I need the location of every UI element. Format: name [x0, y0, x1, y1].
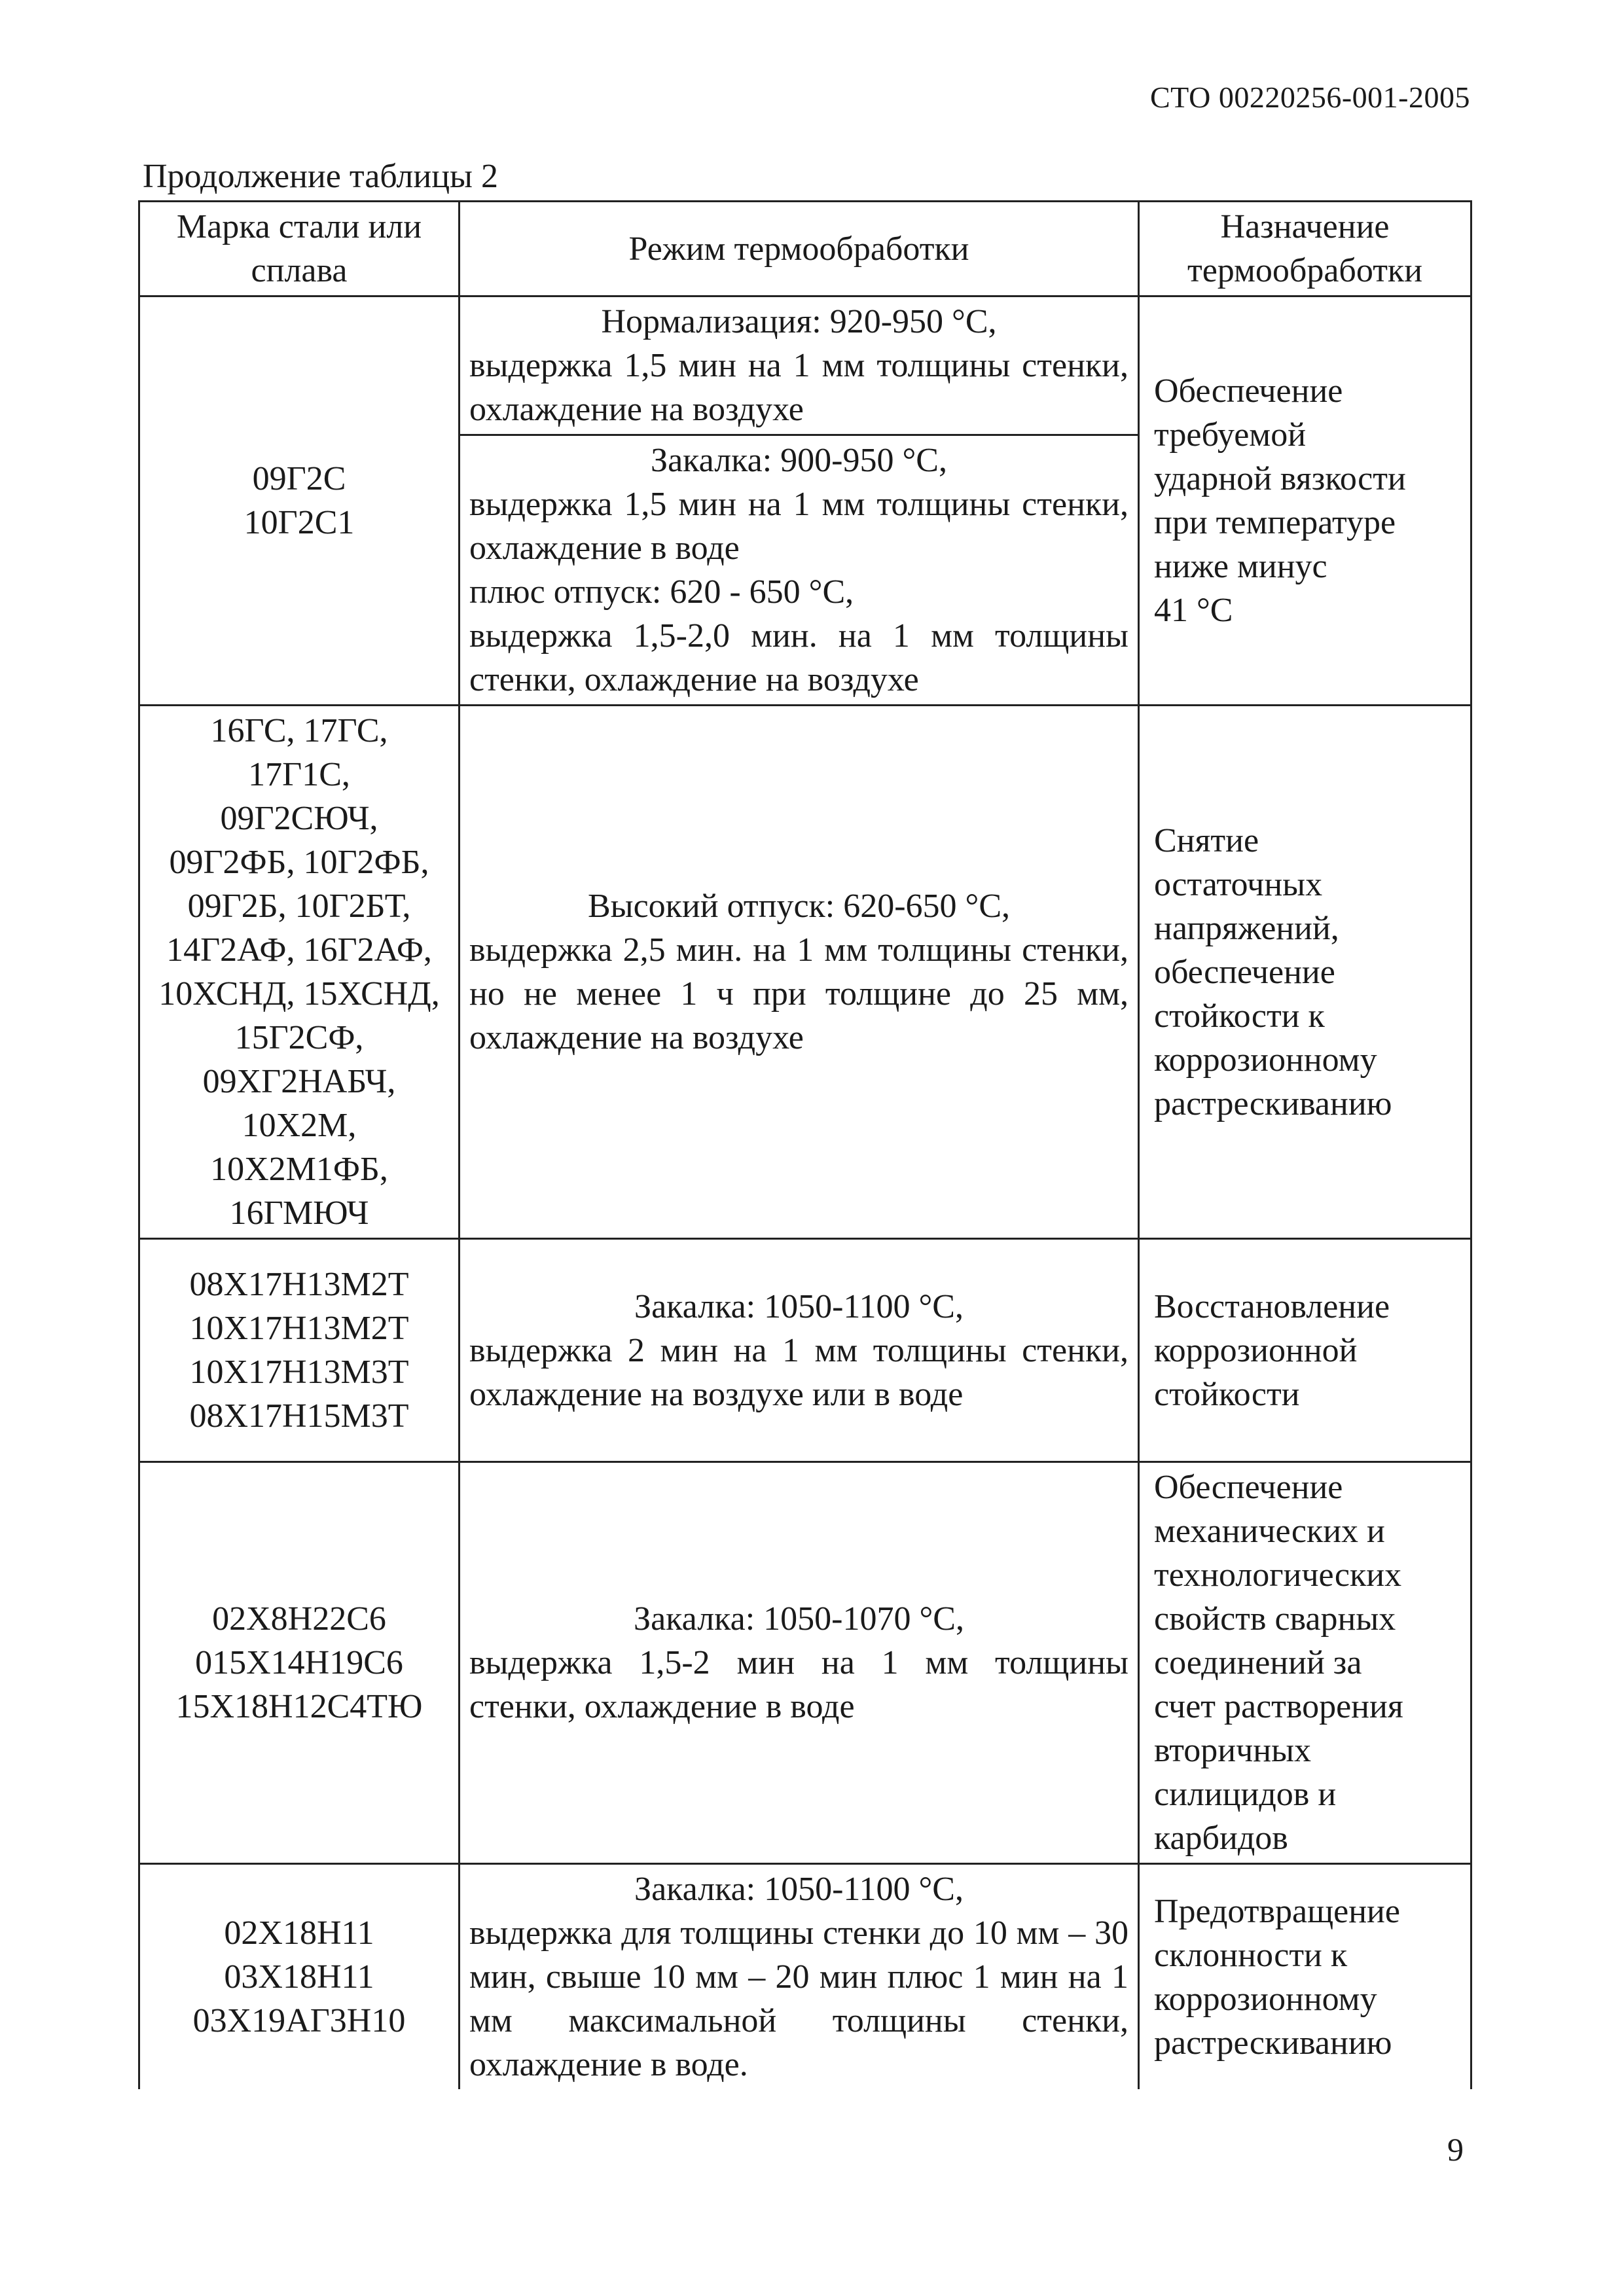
- steel-grade-cell: 08Х17Н13М2Т 10Х17Н13М2Т 10Х17Н13М3Т 08Х17Н15М3Т: [139, 1239, 460, 1462]
- steel-grade-cell: 02Х18Н11 03Х18Н11 03Х19АГ3Н10: [139, 1864, 460, 2090]
- steel-grade-cell: 09Г2С 10Г2С1: [139, 296, 460, 706]
- table-header-row: [139, 202, 1471, 296]
- treatment-purpose-cell: Обеспечение требуемой ударной вязкости при температуре ниже минус 41 °С: [1139, 296, 1471, 706]
- treatment-mode-cell: Закалка: 1050-1100 °С, выдержка для толщины стенки до 10 мм – 30 мин, свыше 10 мм – 20 мин плюс 1 мин на 1 мм максимальной толщины стенки, охлаждение в воде.: [460, 1864, 1139, 2090]
- treatment-mode-cell: Закалка: 1050-1100 °С, выдержка 2 мин на 1 мм толщины стенки, охлаждение на воздухе или в воде: [460, 1239, 1139, 1462]
- treatment-purpose-cell: Обеспечение механических и технологических свойств сварных соединений за счет растворения вторичных силицидов и карбидов: [1139, 1462, 1471, 1864]
- document-code: СТО 00220256-001-2005: [1149, 81, 1470, 114]
- table-row: [139, 1864, 1471, 2090]
- heat-treatment-table: [138, 200, 1472, 2089]
- table-row: [139, 706, 1471, 1239]
- table-row: [139, 1462, 1471, 1864]
- header-treatment-purpose: Назначение термообработки: [1139, 202, 1471, 296]
- treatment-mode-cell: Закалка: 1050-1070 °С, выдержка 1,5-2 мин на 1 мм толщины стенки, охлаждение в воде: [460, 1462, 1139, 1864]
- steel-grade-cell: 16ГС, 17ГС, 17Г1С, 09Г2СЮЧ, 09Г2ФБ, 10Г2ФБ, 09Г2Б, 10Г2БТ, 14Г2АФ, 16Г2АФ, 10ХСНД, 15ХСНД, 15Г2СФ, 09ХГ2НАБЧ, 10Х2М, 10Х2М1ФБ, 16ГМЮЧ: [139, 706, 460, 1239]
- treatment-purpose-cell: Восстановление коррозионной стойкости: [1139, 1239, 1471, 1462]
- treatment-mode-cell: Высокий отпуск: 620-650 °С, выдержка 2,5 мин. на 1 мм толщины стенки, но не менее 1 ч при толщине до 25 мм, охлаждение на воздухе: [460, 706, 1139, 1239]
- table-row: [139, 296, 1471, 435]
- header-steel-grade: Марка стали или сплава: [139, 202, 460, 296]
- header-treatment-mode: Режим термообработки: [460, 202, 1139, 296]
- page-number: 9: [1447, 2131, 1464, 2168]
- treatment-mode-cell: Нормализация: 920-950 °С, выдержка 1,5 мин на 1 мм толщины стенки, охлаждение на воздухе: [460, 296, 1139, 435]
- treatment-purpose-cell: Снятие остаточных напряжений, обеспечение стойкости к коррозионному растрескиванию: [1139, 706, 1471, 1239]
- treatment-mode-cell: Закалка: 900-950 °С, выдержка 1,5 мин на 1 мм толщины стенки, охлаждение в воде плюс отпуск: 620 - 650 °С, выдержка 1,5-2,0 мин. на 1 мм толщины стенки, охлаждение на воздухе: [460, 435, 1139, 706]
- table-continuation-caption: Продолжение таблицы 2: [143, 158, 498, 195]
- treatment-purpose-cell: Предотвращение склонности к коррозионному растрескиванию: [1139, 1864, 1471, 2090]
- steel-grade-cell: 02Х8Н22С6 015Х14Н19С6 15Х18Н12С4ТЮ: [139, 1462, 460, 1864]
- table-row: [139, 1239, 1471, 1462]
